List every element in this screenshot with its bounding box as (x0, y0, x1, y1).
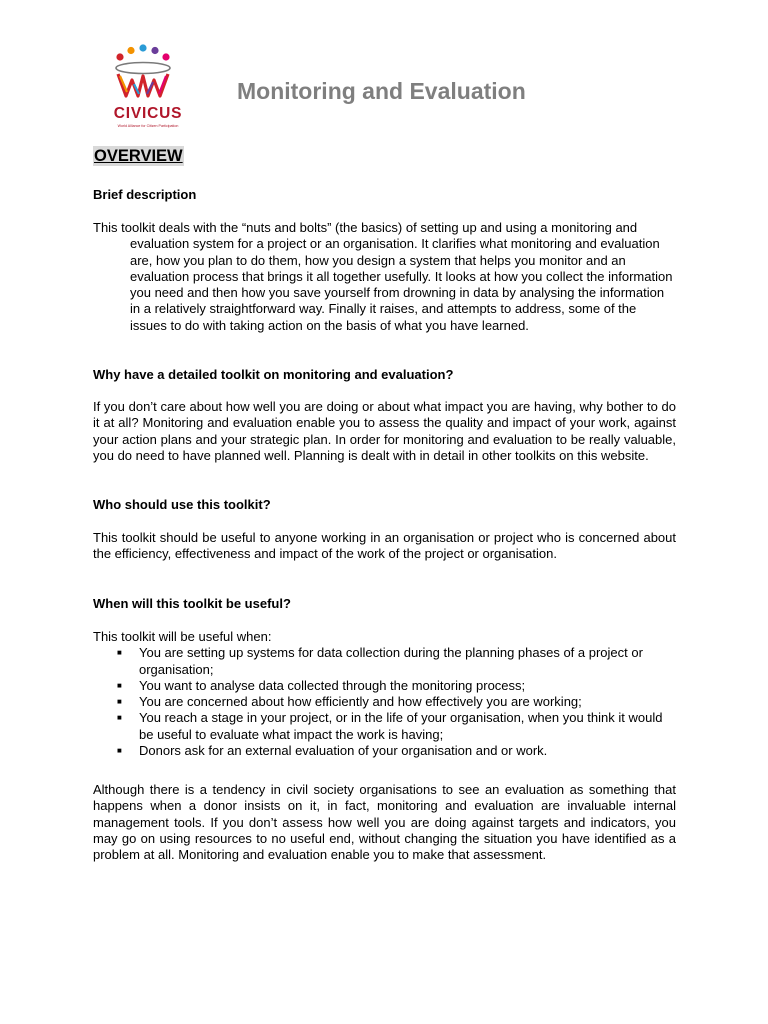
list-item: ■ You are setting up systems for data collection during the planning phases of a project or organisation; (117, 645, 643, 677)
bullet-icon: ■ (117, 680, 122, 690)
closing-text: Although there is a tendency in civil society organisations to see an evaluation as something that happens when a donor insists on it, in fact, monitoring and evaluation are invaluable internal management tools. If you don’t assess how well you are doing against targets and indicators, you may go on using resources to no useful end, without changing the situation you have identified as a problem at all. Monitoring and evaluation enable you to make that assessment. (93, 782, 676, 863)
civicus-logo (108, 44, 188, 136)
bullet-icon: ■ (117, 713, 122, 723)
why-heading: Why have a detailed toolkit on monitoring and evaluation? (93, 367, 454, 382)
when-bullet-list (93, 645, 676, 759)
logo-dot (162, 53, 169, 60)
logo-dot (127, 47, 134, 54)
why-body (93, 399, 676, 464)
brief-text: This toolkit deals with the “nuts and bolts” (the basics) of setting up and using a monitoring and evaluation system for a project or an organisation. It clarifies what monitoring and evaluation are, how you plan to do them, how you design a system that helps you monitor and an evaluation process that brings it all together usefully. It looks at how you collect the information you need and then how you save yourself from drowning in data by analysing the information in a relatively straightforward way. Finally it raises, and attempts to address, some of the issues to do with taking action on the basis of what you have learned. (93, 220, 673, 333)
who-body (93, 530, 676, 563)
when-heading: When will this toolkit be useful? (93, 596, 291, 611)
closing-body (93, 782, 676, 863)
bullet-icon: ■ (117, 697, 122, 707)
brief-section (93, 187, 676, 203)
civicus-emblem-icon (108, 44, 188, 106)
when-intro: This toolkit will be useful when: (93, 629, 272, 644)
page-title: Monitoring and Evaluation (237, 78, 526, 104)
who-text: This toolkit should be useful to anyone working in an organisation or project who is concerned about the efficiency, effectiveness and impact of the work of the project or organisation. (93, 530, 676, 562)
overview-heading: OVERVIEW (94, 147, 183, 165)
why-text: If you don’t care about how well you are doing or about what impact you are having, why bother to do it at all? Monitoring and evaluation enable you to assess the quality and impact of your work, against your action plans and your strategic plan. In order for monitoring and evaluation to be really valuable, you do need to have planned well. Planning is dealt with in detail in other toolkits on this website. (93, 399, 676, 463)
list-item: ■ You reach a stage in your project, or in the life of your organisation, when you think it would be useful to evaluate what impact the work is having; (117, 710, 663, 742)
bullet-icon: ■ (117, 746, 122, 756)
when-body (93, 629, 676, 759)
logo-tagline: World Alliance for Citizen Participation (117, 124, 179, 128)
list-item: ■ Donors ask for an external evaluation of your organisation and or work. (117, 743, 548, 759)
list-item: ■ You are concerned about how efficiently and how effectively you are working; (117, 694, 582, 710)
logo-wordmark: CIVICUS (113, 105, 183, 122)
bullet-icon: ■ (117, 648, 122, 658)
logo-dot (139, 44, 146, 51)
who-heading: Who should use this toolkit? (93, 497, 271, 512)
why-section (93, 367, 676, 383)
brief-body (93, 220, 676, 334)
who-section (93, 497, 676, 513)
when-section (93, 596, 676, 612)
logo-dot (151, 47, 158, 54)
brief-heading: Brief description (93, 187, 197, 202)
logo-dot (116, 53, 123, 60)
list-item: ■ You want to analyse data collected through the monitoring process; (117, 677, 526, 693)
